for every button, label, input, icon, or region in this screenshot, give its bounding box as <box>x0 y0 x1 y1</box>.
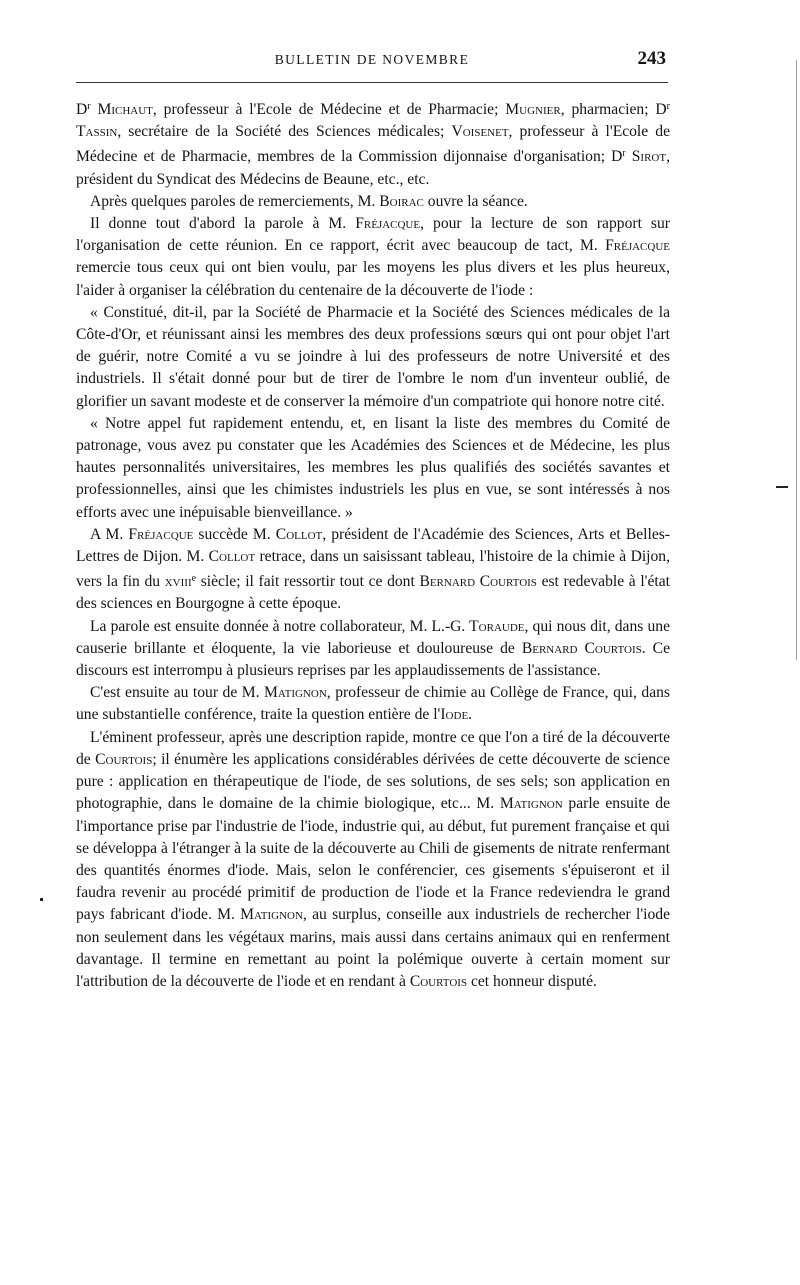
person-name: Boirac <box>379 192 424 210</box>
running-title: BULLETIN DE NOVEMBRE <box>274 52 470 67</box>
article-body <box>76 96 670 993</box>
paragraph-6 <box>76 524 670 616</box>
paragraph-4-quote: « Constitué, dit-il, par la Société de Pharmacie et la Société des Sciences médicales de la Côte-d'Or, et réunissant ainsi les membres des deux professions sœurs qui ont pour objet l'art de guérir, notre Comité a vu se joindre à lui des professeurs de notre Université et des industriels. Il s'était donné pour but de tirer de l'ombre le nom d'un inventeur oublié, de glorifier un savant modeste et de conserver la mémoire d'un compatriote qui honore notre cité. <box>76 303 670 410</box>
person-name: Collot <box>208 548 256 566</box>
person-name: Voisenet <box>451 123 509 141</box>
text: retrace, dans un saisissant tableau, l'histoire de la chimie à Dijon, vers la fin du <box>76 548 671 591</box>
text: est redevable à l'état des sciences en Bourgogne à cette époque. <box>76 573 670 613</box>
paragraph-1 <box>76 96 670 191</box>
person-name: Courtois <box>409 972 468 990</box>
superscript: r <box>622 148 626 160</box>
superscript: r <box>666 101 670 112</box>
text: La parole est ensuite donnée à notre collaborateur, M. <box>90 617 432 635</box>
text: Après quelques paroles de remerciements, M. <box>90 192 380 210</box>
person-name: Fréjacque <box>605 237 670 255</box>
person-name: Tassin <box>76 123 118 141</box>
person-name: Sirot <box>631 148 667 166</box>
text: , secrétaire de la Société des Sciences médicales; <box>117 123 452 141</box>
element-name: Iode <box>440 706 469 724</box>
text: , au surplus, conseille aux industriels de rechercher l'iode non seulement dans les végétaux marins, mais aussi dans certains animaux qui en renferment davantage. Il termine en remettant au point la polémique ouverte à certain moment sur l'attribution de la découverte de l'iode et en rendant à <box>76 906 671 990</box>
text: , président du Syndicat des Médecins de Beaune, etc., etc. <box>76 148 670 188</box>
text: L'éminent professeur, après une description rapide, montre ce que l'on a tiré de la découverte de <box>76 728 670 768</box>
text: , professeur de chimie au Collège de France, qui, dans une substantielle conférence, traite la question entière de l' <box>76 684 670 724</box>
paragraph-8 <box>76 682 670 726</box>
person-name: Michaut <box>97 101 153 118</box>
superscript: r <box>87 101 91 112</box>
person-name: L.-G. Toraude <box>431 617 525 635</box>
running-header <box>76 48 668 76</box>
person-name: Bernard Courtois <box>521 639 642 657</box>
century-numeral: xviii <box>164 573 192 591</box>
paragraph-9 <box>76 727 670 993</box>
person-name: Matignon <box>240 906 303 924</box>
text: C'est ensuite au tour de M. <box>90 684 265 702</box>
text: , professeur à l'Ecole de Médecine et de Pharmacie; <box>152 101 506 118</box>
text: , pour la lecture de son rapport sur l'organisation de cette réunion. En ce rapport, écrit avec beaucoup de tact, M. <box>76 215 670 255</box>
person-name: Bernard Courtois <box>419 573 537 591</box>
person-name: Fréjacque <box>128 525 194 543</box>
text: parle ensuite de l'importance prise par l'industrie de l'iode, industrie qui, au début, fut purement française et qui se développa à l'étranger à la suite de la découverte au Chili de gisements de nitrate renfermant des quantités énormes d'iode. Mais, selon le conférencier, ces gisements s'épuiseront et il faudra revenir au procédé primitif de production de l'iode et la France redeviendra le grand pays fabricant d'iode. M. <box>76 795 670 924</box>
text: . <box>468 706 473 724</box>
text: , pharmacien; D <box>560 101 667 118</box>
text: cet honneur disputé. <box>467 972 597 990</box>
text: ouvre la séance. <box>423 192 528 210</box>
person-name: Mugnier <box>505 101 561 118</box>
text: Il donne tout d'abord la parole à M. <box>90 215 356 233</box>
text: D <box>76 101 88 118</box>
text: . Ce discours est interrompu à plusieurs reprises par les applaudissements de l'assistance. <box>76 639 671 680</box>
person-name: Collot <box>275 525 323 543</box>
margin-speck <box>40 898 43 901</box>
scan-edge-line <box>796 60 797 660</box>
person-name: Matignon <box>499 795 563 813</box>
person-name: Courtois <box>95 750 153 768</box>
person-name: Fréjacque <box>355 215 421 233</box>
paragraph-7 <box>76 616 670 683</box>
text: , président de l'Académie des Sciences, Arts et Belles-Lettres de Dijon. M. <box>76 525 670 566</box>
text: , qui nous dit, dans une causerie brillante et éloquente, la vie laborieuse et douloureuse de <box>76 617 670 657</box>
header-rule <box>76 82 668 83</box>
paragraph-3 <box>76 213 670 302</box>
text: remercie tous ceux qui ont bien voulu, par les moyens les plus divers et les plus heureux, l'aider à organiser la célébration du centenaire de la découverte de l'iode : <box>76 259 670 299</box>
superscript: e <box>191 573 197 585</box>
paragraph-2 <box>76 191 670 213</box>
margin-speck <box>776 486 788 488</box>
page-number: 243 <box>637 48 666 69</box>
paragraph-5-quote: « Notre appel fut rapidement entendu, et, en lisant la liste des membres du Comité de patronage, vous avez pu constater que les Académies des Sciences et de Médecine, les plus hautes personnalités universitaires, les membres les plus qualifiés des sociétés savantes et professionnelles, ainsi que les chimistes industriels les plus en vue, se sont intéressés à nos efforts avec une inépuisable bienveillance. » <box>76 414 670 521</box>
text: A M. <box>90 525 129 543</box>
text: succède M. <box>193 525 276 543</box>
text: ; il énumère les applications considérables dérivées de cette découverte de science pure : application en thérapeutique de l'iode, de ses solutions, de ses sels; son application en photographie, dans le domaine de la chimie biologique, etc... M. <box>76 750 670 813</box>
person-name: Matignon <box>264 684 327 702</box>
text: , professeur à l'Ecole de Médecine et de Pharmacie, membres de la Commission dijonnaise d'organisation; D <box>76 123 670 166</box>
text: siècle; il fait ressortir tout ce dont <box>196 573 420 591</box>
